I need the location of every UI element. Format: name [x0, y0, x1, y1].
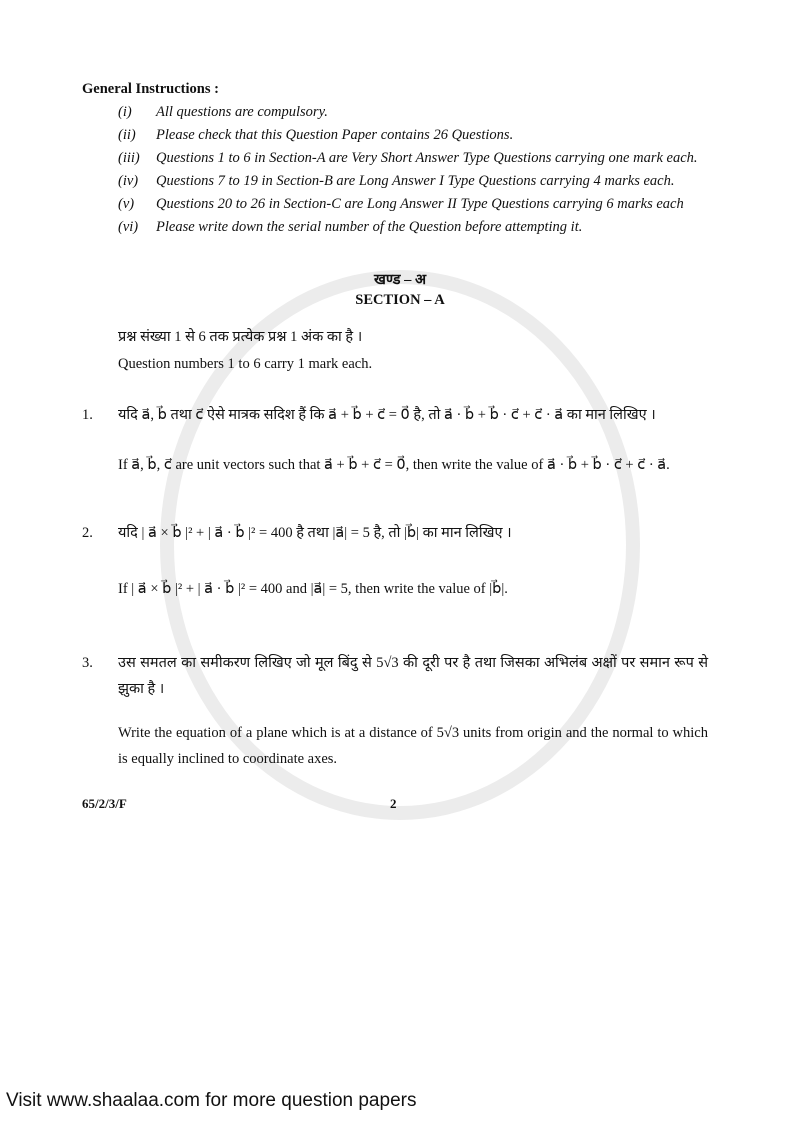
instruction-item	[118, 103, 708, 121]
instructions-title: General Instructions :	[82, 81, 219, 97]
instruction-item	[118, 126, 708, 144]
question-text-hindi: उस समतल का समीकरण लिखिए जो मूल बिंदु से 5√3 की दूरी पर है तथा जिसका अभिलंब अक्षों पर समान रूप से झुका है ।	[118, 655, 708, 697]
question-2	[82, 520, 708, 602]
question-text: Write the equation of a plane which is at a distance of 5√3 units from origin and the normal to which is equally inclined to coordinate axes.	[118, 725, 708, 767]
question-number: 2.	[82, 525, 93, 541]
question-number: 3.	[82, 655, 93, 671]
item-text: Please check that this Question Paper contains 26 Questions.	[156, 127, 514, 143]
page-footer	[82, 796, 800, 812]
section-title: SECTION – A	[355, 292, 445, 308]
item-text: Please write down the serial number of the Question before attempting it.	[156, 219, 583, 235]
item-text: Questions 1 to 6 in Section-A are Very Short Answer Type Questions carrying one mark each.	[156, 150, 698, 166]
item-text: All questions are compulsory.	[156, 104, 328, 120]
item-num: (i)	[118, 104, 132, 120]
question-text-hindi: यदि a⃗, b⃗ तथा c⃗ ऐसे मात्रक सदिश हैं कि a⃗ + b⃗ + c⃗ = 0⃗ है, तो a⃗ · b⃗ + b⃗ · c⃗ + c⃗ · a⃗ का मान लिखिए ।	[118, 407, 656, 423]
question-1	[82, 402, 708, 480]
question-text-hindi: यदि | a⃗ × b⃗ |² + | a⃗ · b⃗ |² = 400 है तथा |a⃗| = 5 है, तो |b⃗| का मान लिखिए ।	[118, 525, 512, 541]
item-num: (v)	[118, 196, 135, 212]
item-text: Questions 20 to 26 in Section-C are Long Answer II Type Questions carrying 6 marks each	[156, 196, 684, 212]
instruction-item	[118, 149, 708, 167]
question-text: If | a⃗ × b⃗ |² + | a⃗ · b⃗ |² = 400 and |a⃗| = 5, then write the value of |b⃗|.	[118, 581, 508, 597]
instruction-item	[118, 218, 708, 236]
section-note-hindi: प्रश्न संख्या 1 से 6 तक प्रत्येक प्रश्न 1 अंक का है ।	[118, 329, 363, 345]
item-text: Questions 7 to 19 in Section-B are Long Answer I Type Questions carrying 4 marks each.	[156, 173, 675, 189]
paper-code: 65/2/3/F	[82, 796, 127, 811]
section-title-hindi: खण्ड – अ	[373, 272, 427, 288]
question-text: If a⃗, b⃗, c⃗ are unit vectors such that a⃗ + b⃗ + c⃗ = 0⃗, then write the value of a⃗ · b⃗ + b⃗ · c⃗ + c⃗ · a⃗.	[118, 457, 670, 473]
instruction-item	[118, 195, 708, 213]
shaalaa-banner[interactable]: Visit www.shaalaa.com for more question papers	[6, 1090, 417, 1111]
question-3	[82, 650, 708, 772]
page-number: 2	[390, 796, 397, 811]
item-num: (iv)	[118, 173, 139, 189]
item-num: (ii)	[118, 127, 136, 143]
item-num: (iii)	[118, 150, 140, 166]
section-note: Question numbers 1 to 6 carry 1 mark each.	[118, 356, 373, 372]
instruction-item	[118, 172, 708, 190]
item-num: (vi)	[118, 219, 139, 235]
question-number: 1.	[82, 407, 93, 423]
